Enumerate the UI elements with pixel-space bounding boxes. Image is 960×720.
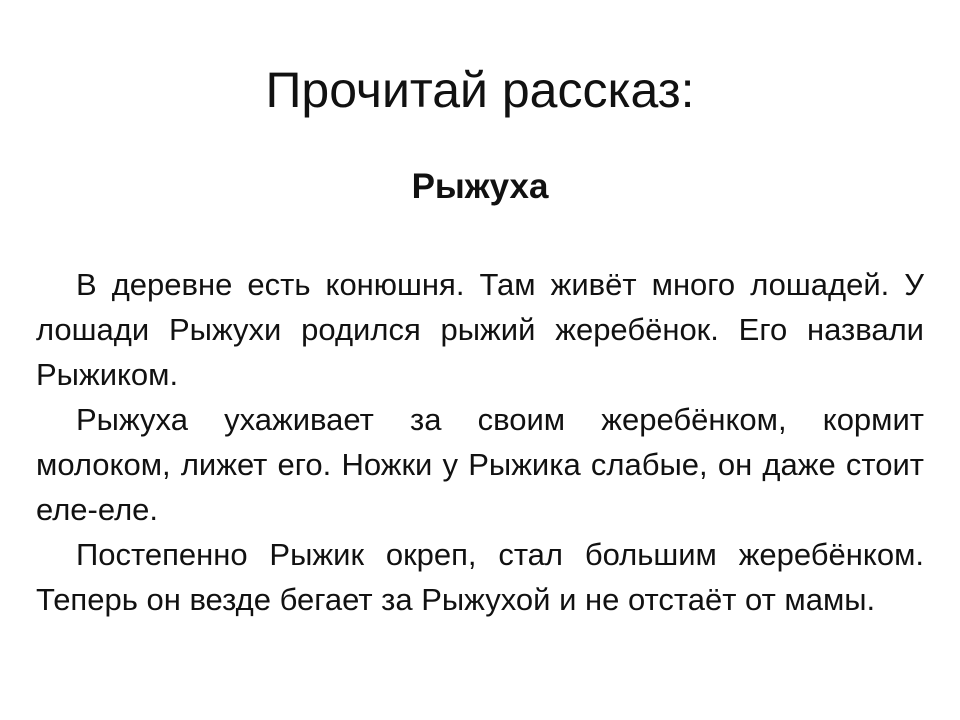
story-paragraph-1: В деревне есть конюшня. Там живёт много лошадей. У лошади Рыжухи родился рыжий жеребёнок. Его назвали Рыжиком. xyxy=(36,267,924,392)
story-title: Рыжуха xyxy=(411,167,549,206)
story-text xyxy=(36,262,924,622)
story-paragraph-2: Рыжуха ухаживает за своим жеребёнком, кормит молоком, лижет его. Ножки у Рыжика слабые, он даже стоит еле-еле. xyxy=(36,402,924,527)
story-paragraph-3: Постепенно Рыжик окреп, стал большим жеребёнком. Теперь он везде бегает за Рыжухой и не отстаёт от мамы. xyxy=(36,537,924,617)
page-heading: Прочитай рассказ: xyxy=(265,62,695,118)
